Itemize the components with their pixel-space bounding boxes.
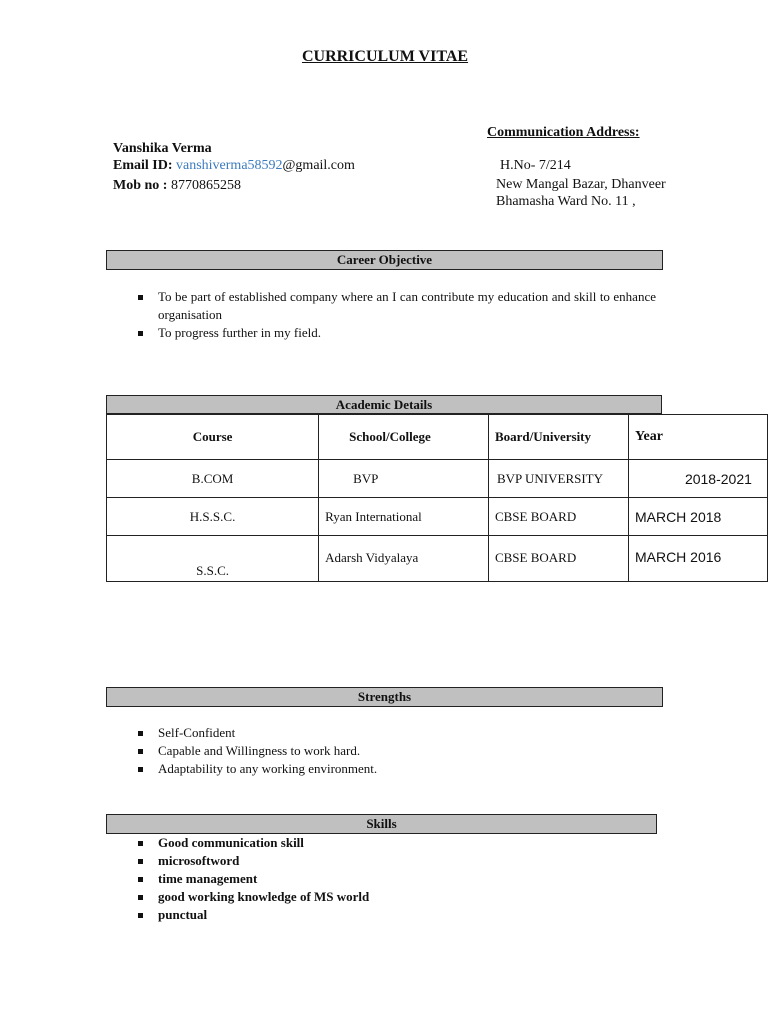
table-cell: H.S.S.C. xyxy=(107,498,319,536)
column-header: School/College xyxy=(319,415,489,460)
table-cell: CBSE BOARD xyxy=(488,498,628,536)
bullet-icon xyxy=(138,877,143,882)
bullet-icon xyxy=(138,767,143,772)
bullet-icon xyxy=(138,895,143,900)
career-objective-header: Career Objective xyxy=(106,250,663,270)
table-cell: BVP xyxy=(319,460,489,498)
table-cell: MARCH 2016 xyxy=(628,536,767,582)
list-item: To progress further in my field. xyxy=(136,324,656,342)
list-item: punctual xyxy=(136,906,369,924)
list-item: Adaptability to any working environment. xyxy=(136,760,377,778)
skills-header: Skills xyxy=(106,814,657,834)
table-row xyxy=(107,536,768,582)
list-item: good working knowledge of MS world xyxy=(136,888,369,906)
bullet-icon xyxy=(138,841,143,846)
list-item: Capable and Willingness to work hard. xyxy=(136,742,377,760)
table-cell: S.S.C. xyxy=(107,536,319,582)
table-header-row xyxy=(107,415,768,460)
list-item: time management xyxy=(136,870,369,888)
email-domain: @gmail.com xyxy=(282,158,355,173)
address-line-3: Bhamasha Ward No. 11 , xyxy=(496,194,636,209)
list-item: To be part of established company where an I can contribute my education and skill to enhance organisation xyxy=(136,288,656,324)
list-item: microsoftword xyxy=(136,852,369,870)
career-objective-list xyxy=(136,288,656,342)
column-header: Course xyxy=(107,415,319,460)
table-cell: Ryan International xyxy=(319,498,489,536)
column-header: Year xyxy=(628,415,767,460)
table-cell: CBSE BOARD xyxy=(488,536,628,582)
table-cell: BVP UNIVERSITY xyxy=(488,460,628,498)
bullet-icon xyxy=(138,731,143,736)
table-row xyxy=(107,498,768,536)
list-item: Self-Confident xyxy=(136,724,377,742)
email-line xyxy=(113,158,355,174)
bullet-icon xyxy=(138,331,143,336)
email-label: Email ID: xyxy=(113,158,173,173)
strengths-list xyxy=(136,724,377,778)
table-cell: 2018-2021 xyxy=(628,460,767,498)
bullet-icon xyxy=(138,295,143,300)
candidate-name: Vanshika Verma xyxy=(113,141,212,156)
academic-table xyxy=(106,414,768,582)
table-cell: MARCH 2018 xyxy=(628,498,767,536)
mobile-label: Mob no : xyxy=(113,178,168,193)
bullet-icon xyxy=(138,913,143,918)
bullet-icon xyxy=(138,859,143,864)
email-link-user[interactable]: vanshiverma58592 xyxy=(176,158,283,173)
document-title: CURRICULUM VITAE xyxy=(301,48,469,65)
table-row xyxy=(107,460,768,498)
mobile-line xyxy=(113,178,241,194)
skills-list xyxy=(136,834,369,924)
strengths-header: Strengths xyxy=(106,687,663,707)
academic-details-header: Academic Details xyxy=(106,395,662,414)
column-header: Board/University xyxy=(488,415,628,460)
address-heading: Communication Address: xyxy=(487,125,640,140)
table-cell: Adarsh Vidyalaya xyxy=(319,536,489,582)
mobile-number: 8770865258 xyxy=(170,178,241,193)
list-item: Good communication skill xyxy=(136,834,369,852)
address-line-2: New Mangal Bazar, Dhanveer xyxy=(496,177,666,192)
table-cell: B.COM xyxy=(107,460,319,498)
address-line-1: H.No- 7/214 xyxy=(500,158,571,173)
bullet-icon xyxy=(138,749,143,754)
